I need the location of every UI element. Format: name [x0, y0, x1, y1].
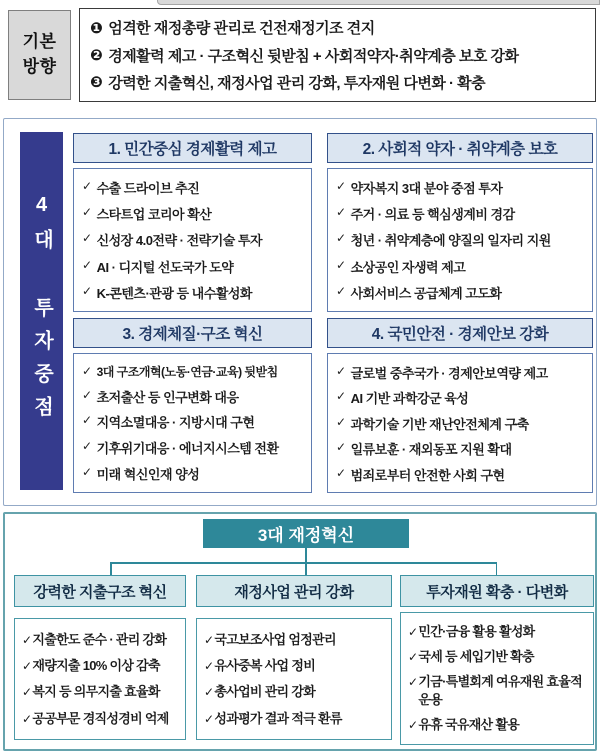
check-icon: ✓ [82, 283, 92, 298]
check-icon: ✓ [336, 283, 346, 298]
check-icon: ✓ [408, 650, 418, 665]
check-icon: ✓ [336, 257, 346, 272]
basic-direction-item [90, 45, 585, 66]
cropped-element-top [157, 0, 600, 5]
connector-line [496, 562, 498, 575]
check-icon: ✓ [336, 414, 346, 429]
list-item-text: 성과평가 결과 적극 환류 [214, 710, 342, 726]
check-icon: ✓ [82, 413, 92, 428]
check-icon: ✓ [82, 363, 92, 378]
check-icon: ✓ [22, 711, 32, 726]
list-item-text: 지역소멸대응 · 지방시대 구현 [96, 415, 255, 431]
list-item [336, 439, 584, 458]
quadrant-2-list [327, 168, 593, 312]
connector-line [305, 562, 307, 575]
list-item [336, 414, 584, 433]
check-icon: ✓ [408, 625, 418, 640]
list-item-text: 3대 구조개혁(노동·연금·교육) 뒷받침 [96, 364, 278, 379]
list-item [204, 710, 384, 728]
list-item [204, 631, 384, 649]
basic-direction-box [79, 8, 596, 102]
quadrant-2-title: 2. 사회적 약자 · 취약계층 보호 [327, 133, 593, 163]
basic-direction-item-text: 강력한 지출혁신, 재정사업 관리 강화, 투자재원 다변화 · 확충 [108, 74, 486, 92]
list-item [336, 178, 584, 197]
check-icon: ✓ [82, 439, 92, 454]
basic-direction-label-line1: 기본 [22, 32, 57, 52]
investment-sidebar [20, 132, 63, 490]
check-icon: ✓ [336, 389, 346, 403]
check-icon: ✓ [204, 685, 214, 700]
check-icon: ✓ [336, 363, 346, 378]
list-item-text: 주거 · 의료 등 핵심생계비 경감 [350, 207, 515, 223]
basic-direction-label-line2: 방향 [22, 57, 57, 76]
check-icon: ✓ [204, 632, 214, 647]
check-icon: ✓ [408, 675, 418, 690]
number-1-icon: ❶ [90, 19, 103, 37]
list-item-text: 총사업비 관리 강화 [214, 684, 316, 700]
list-item [408, 623, 586, 641]
check-icon: ✓ [22, 659, 32, 674]
list-item [22, 683, 178, 701]
list-item-text: 유사중복 사업 정비 [214, 658, 316, 674]
investment-sidebar-label: 4대 투자중점 [30, 193, 53, 429]
check-icon: ✓ [82, 465, 92, 480]
list-item-text: 일류보훈 · 재외동포 지원 확대 [350, 442, 512, 457]
list-item-text: 복지 등 의무지출 효율화 [32, 684, 160, 700]
list-item-text: 수출 드라이브 추진 [96, 181, 200, 197]
list-item-text: 지출한도 준수 · 관리 강화 [32, 631, 167, 647]
basic-direction-item-text: 경제활력 제고 · 구조혁신 뒷받침 + 사회적약자·취약계층 보호 강화 [108, 47, 519, 65]
number-3-icon: ❸ [90, 74, 103, 92]
list-item-text: 국세 등 세입기반 확충 [418, 649, 534, 665]
check-icon: ✓ [204, 711, 214, 726]
list-item-text: 청년 · 취약계층에 양질의 일자리 지원 [350, 233, 551, 249]
fiscal-innovation-title: 3대 재정혁신 [203, 519, 409, 548]
check-icon: ✓ [82, 387, 92, 402]
list-item [336, 465, 584, 484]
list-item [82, 257, 303, 276]
check-icon: ✓ [22, 632, 32, 647]
fiscal-column-2-list [196, 618, 392, 740]
list-item-text: 민간·금융 활용 활성화 [418, 624, 535, 640]
check-icon: ✓ [82, 205, 92, 220]
fiscal-column-3-title: 투자재원 확충 · 다변화 [400, 575, 594, 607]
list-item [82, 438, 303, 457]
connector-line [110, 562, 497, 564]
list-item-text: 공공부문 경직성경비 억제 [32, 710, 169, 726]
check-icon: ✓ [82, 231, 92, 246]
list-item-text: 기금·특별회계 여유재원 효율적 운용 [418, 674, 582, 707]
list-item [82, 283, 303, 302]
basic-direction-item [90, 17, 585, 38]
list-item [22, 657, 178, 675]
quadrant-1-list [73, 168, 312, 312]
basic-direction-item-text: 엄격한 재정총량 관리로 건전재정기조 견지 [108, 20, 375, 38]
list-item-text: 신성장 4.0전략 · 전략기술 투자 [96, 233, 263, 249]
list-item-text: K-콘텐츠·관광 등 내수활성화 [96, 285, 252, 301]
list-item [336, 388, 584, 407]
list-item [82, 363, 303, 380]
list-item-text: 국고보조사업 엄정관리 [214, 631, 336, 647]
fiscal-column-2-title: 재정사업 관리 강화 [196, 575, 392, 607]
list-item-text: 과학기술 기반 재난안전체계 구축 [350, 416, 529, 432]
fiscal-column-1-title: 강력한 지출구조 혁신 [14, 575, 186, 607]
fiscal-column-1-list [14, 618, 186, 740]
list-item [22, 631, 178, 649]
check-icon: ✓ [204, 659, 214, 674]
list-item [82, 230, 303, 249]
basic-direction-label [8, 10, 71, 100]
check-icon: ✓ [22, 685, 32, 700]
list-item [336, 204, 584, 223]
quadrant-3-list [73, 353, 312, 493]
list-item-text: 글로벌 중추국가 · 경제안보역량 제고 [350, 365, 548, 381]
list-item [204, 657, 384, 675]
list-item [336, 230, 584, 249]
list-item [408, 716, 586, 734]
check-icon: ✓ [336, 231, 346, 246]
list-item-text: 초저출산 등 인구변화 대응 [96, 389, 239, 405]
list-item [82, 412, 303, 431]
check-icon: ✓ [336, 465, 346, 480]
quadrant-3-title: 3. 경제체질·구조 혁신 [73, 318, 312, 348]
check-icon: ✓ [82, 257, 92, 272]
check-icon: ✓ [82, 179, 92, 194]
check-icon: ✓ [408, 718, 418, 732]
list-item-text: 유휴 국유재산 활용 [418, 717, 520, 732]
list-item [82, 204, 303, 223]
list-item-text: 미래 혁신인재 양성 [96, 467, 200, 483]
list-item [336, 363, 584, 382]
fiscal-column-3-list [400, 612, 594, 745]
list-item [82, 387, 303, 406]
list-item-text: 재량지출 10% 이상 감축 [32, 658, 160, 674]
basic-direction-item [90, 72, 585, 93]
list-item-text: AI 기반 과학강군 육성 [350, 391, 469, 406]
list-item [408, 648, 586, 666]
list-item [336, 283, 584, 302]
list-item-text: AI · 디지털 선도국가 도약 [96, 259, 234, 275]
list-item-text: 기후위기대응 · 에너지시스템 전환 [96, 441, 279, 457]
list-item [22, 710, 178, 728]
quadrant-1-title: 1. 민간중심 경제활력 제고 [73, 133, 312, 163]
list-item-text: 사회서비스 공급체계 고도화 [350, 285, 502, 301]
connector-line [305, 548, 307, 562]
list-item [82, 178, 303, 197]
list-item [82, 464, 303, 483]
quadrant-4-title: 4. 국민안전 · 경제안보 강화 [327, 318, 593, 348]
connector-line [110, 562, 112, 575]
list-item [336, 257, 584, 276]
list-item-text: 약자복지 3대 분야 중점 투자 [350, 181, 503, 197]
list-item-text: 소상공인 자생력 제고 [350, 259, 466, 275]
list-item-text: 범죄로부터 안전한 사회 구현 [350, 467, 505, 483]
number-2-icon: ❷ [90, 47, 103, 64]
check-icon: ✓ [336, 205, 346, 220]
check-icon: ✓ [336, 179, 346, 194]
list-item [408, 673, 586, 708]
check-icon: ✓ [336, 440, 346, 454]
list-item [204, 683, 384, 701]
quadrant-4-list [327, 353, 593, 493]
list-item-text: 스타트업 코리아 확산 [96, 207, 212, 223]
